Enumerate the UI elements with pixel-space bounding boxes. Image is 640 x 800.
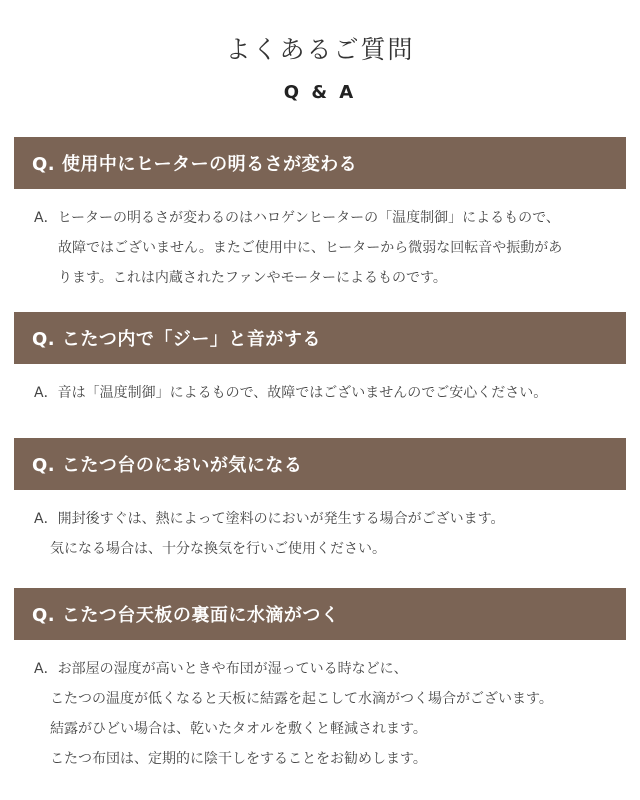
faq-question-1: Q. 使用中にヒーターの明るさが変わる — [14, 137, 626, 189]
answer-line: ります。これは内蔵されたファンやモーターによるものです。 — [58, 270, 447, 286]
answer-line: A．お部屋の湿度が高いときや布団が湿っている時などに、 — [34, 661, 408, 677]
page-subtitle: Q & A — [283, 82, 357, 103]
answer-line: こたつの温度が低くなると天板に結露を起こして水滴がつく場合がございます。 — [50, 691, 553, 707]
answer-line: 結露がひどい場合は、乾いたタオルを敷くと軽減されます。 — [50, 721, 427, 737]
answer-line: A．開封後すぐは、熱によって塗料のにおいが発生する場合がございます。 — [34, 511, 505, 527]
answer-line: 気になる場合は、十分な換気を行いご使用ください。 — [50, 541, 386, 557]
faq-answer-1 — [34, 203, 614, 293]
faq-answer-2 — [34, 378, 614, 408]
faq-answer-4 — [34, 654, 614, 774]
faq-question-2: Q. こたつ内で「ジー」と音がする — [14, 312, 626, 364]
faq-question-3: Q. こたつ台のにおいが気になる — [14, 438, 626, 490]
answer-line: A．ヒーターの明るさが変わるのはハロゲンヒーターの「温度制御」によるもので、 — [34, 210, 560, 226]
faq-question-4: Q. こたつ台天板の裏面に水滴がつく — [14, 588, 626, 640]
answer-line: 故障ではございません。またご使用中に、ヒーターから微弱な回転音や振動があ — [58, 240, 563, 256]
answer-line: こたつ布団は、定期的に陰干しをすることをお勧めします。 — [50, 751, 427, 767]
faq-answer-3 — [34, 504, 614, 564]
page-title: よくあるご質問 — [225, 35, 415, 64]
answer-line: A．音は「温度制御」によるもので、故障ではございませんのでご安心ください。 — [34, 385, 548, 401]
